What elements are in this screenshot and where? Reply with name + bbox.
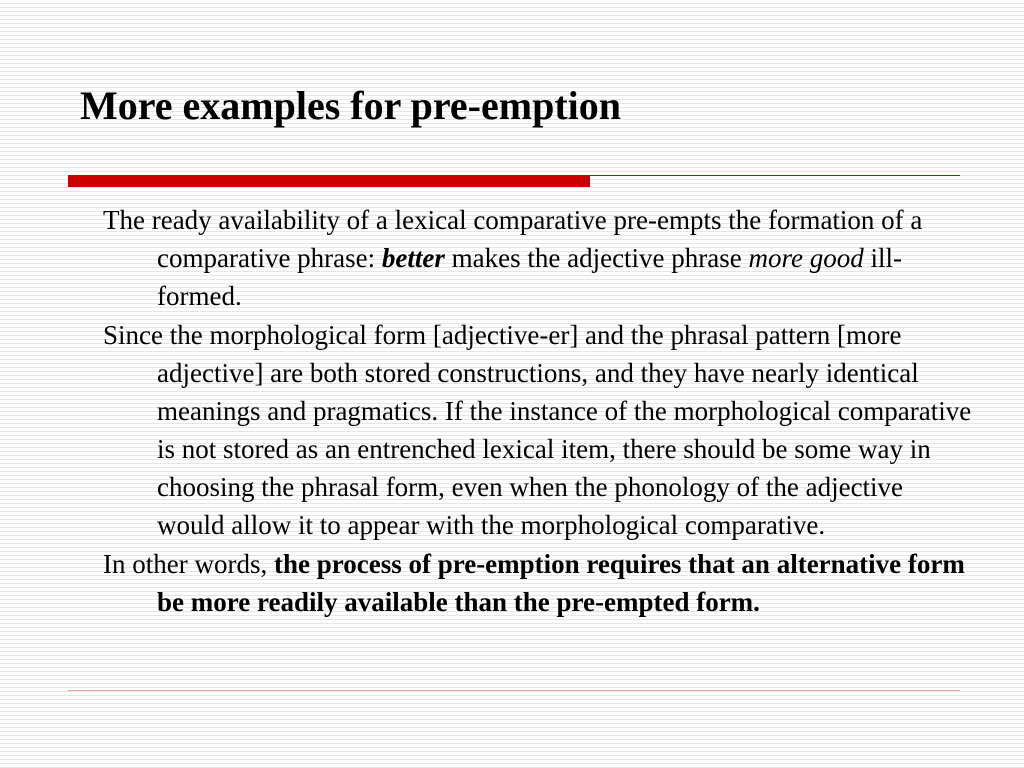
footer-divider-line [68, 690, 960, 691]
paragraph-text: makes the adjective phrase [444, 243, 749, 273]
paragraph-conclusion [103, 545, 975, 621]
paragraph-text: ill-formed. [157, 243, 903, 311]
paragraph-text: The ready availability of a lexical comparative pre-empts the formation of a comparative phrase: [103, 205, 923, 273]
slide-title: More examples for pre-emption [80, 83, 621, 128]
paragraph-text: In other words, [103, 549, 274, 579]
title-underline-bar [68, 175, 590, 187]
example-phrase-more-good: more good [748, 243, 864, 273]
example-word-better: better [381, 243, 445, 273]
paragraph-morphological-form [103, 316, 975, 544]
conclusion-emphasis: the process of pre-emption requires that an alternative form be more readily available than the pre-empted form. [157, 549, 965, 617]
slide-body [103, 201, 975, 622]
paragraph-text: Since the morphological form [adjective-er] and the phrasal pattern [more adjective] are both stored constructions, and they have nearly identical meanings and pragmatics. If the instance of the morphological comparative is not stored as an entrenched lexical item, there should be some way in choosing the phrasal form, even when the phonology of the adjective would allow it to appear with the morphological comparative. [103, 320, 972, 540]
paragraph-lexical-comparative [103, 201, 975, 315]
title-underline-line [590, 175, 960, 176]
